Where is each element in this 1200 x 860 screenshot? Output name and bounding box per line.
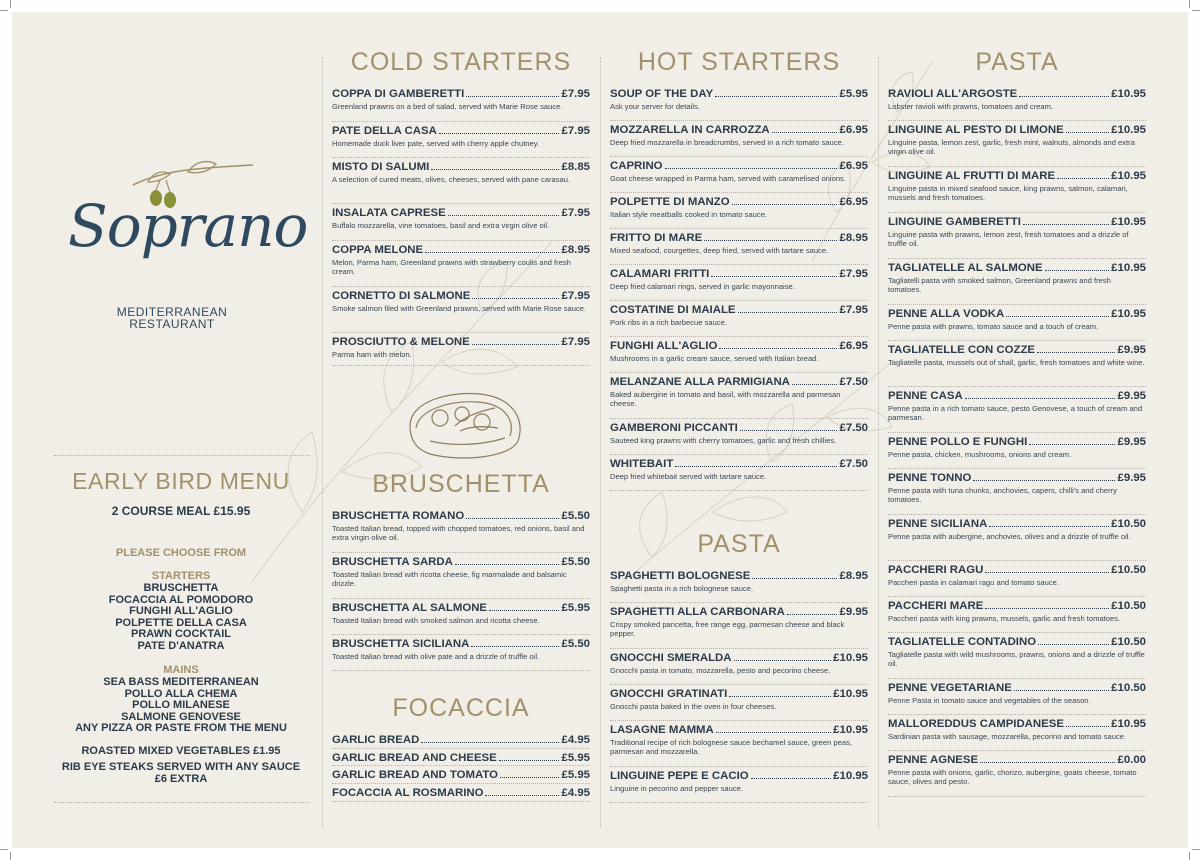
menu-item-line <box>888 754 1146 766</box>
dot-leader <box>1057 178 1109 179</box>
menu-item-name: GARLIC BREAD <box>332 734 420 746</box>
dot-leader <box>499 760 560 761</box>
pasta-list <box>610 12 868 848</box>
menu-item-price: £10.95 <box>833 770 868 782</box>
menu-item-description: Goat cheese wrapped in Parma ham, served with caramelised onions. <box>610 174 846 183</box>
early-bird-extra: RIB EYE STEAKS SERVED WITH ANY SAUCE <box>61 761 301 773</box>
menu-item <box>888 636 1146 679</box>
section-title: COLD STARTERS <box>350 48 572 76</box>
menu-item-description: Toasted Italian bread, topped with chopped tomatoes, red onions, basil and extra virgin olive oil. <box>332 524 585 543</box>
menu-item-description: A selection of cured meats, olives, cheeses, served with pane carasau. <box>332 175 571 184</box>
menu-item-price: £9.95 <box>1117 390 1146 402</box>
starters-list <box>56 583 306 652</box>
menu-item-line <box>888 564 1146 576</box>
menu-item-name: GAMBERONI PICCANTI <box>610 422 738 434</box>
menu-item-price: £7.95 <box>561 125 590 137</box>
menu-item-name: BRUSCHETTA SICILIANA <box>332 638 470 650</box>
menu-item-line <box>888 262 1146 274</box>
menu-item-description: Tagliatelle pasta, mussels out of shall, garlic, fresh tomatoes and white wine. <box>888 358 1145 367</box>
column-divider <box>600 57 601 827</box>
choose-heading: PLEASE CHOOSE FROM <box>115 547 247 559</box>
menu-item-price: £9.95 <box>1117 472 1146 484</box>
menu-item-description: Paccheri pasta in calamari ragu and tomato sauce. <box>888 578 1059 587</box>
menu-page <box>12 12 1188 848</box>
dot-leader <box>985 572 1109 573</box>
menu-item-line <box>888 518 1146 530</box>
dot-leader <box>500 777 559 778</box>
menu-item-price: £10.95 <box>1111 216 1146 228</box>
dot-leader <box>965 398 1116 399</box>
menu-item <box>888 682 1146 715</box>
menu-item-name: BRUSCHETTA AL SALMONE <box>332 602 488 614</box>
menu-item <box>888 518 1146 561</box>
menu-item-price: £5.50 <box>561 510 590 522</box>
menu-item-description: Penne pasta in a rich tomato sauce, pesto Genovese, a touch of cream and parmesan. <box>888 404 1143 423</box>
early-bird-option: POLPETTE DELLA CASA <box>115 616 247 629</box>
menu-item-description: Baked aubergine in tomato and basil, with mozzarella and parmesan cheese. <box>610 390 841 409</box>
menu-item <box>888 170 1146 213</box>
branding-column <box>12 12 322 848</box>
dot-leader <box>989 526 1109 527</box>
menu-item-description: Toasted Italian bread with olive pate and a drizzle of truffle oil. <box>332 652 540 661</box>
menu-item-description: Penne pasta with aubergine, anchovies, olives and a drizzle of truffle oil. <box>888 532 1131 541</box>
menu-item-name: TAGLIATELLE CONTADINO <box>888 636 1037 648</box>
menu-item-name: LINGUINE GAMBERETTI <box>888 216 1021 228</box>
menu-item-name: CORNETTO DI SALMONE <box>332 290 471 302</box>
menu-item-price: £4.95 <box>561 787 590 799</box>
menu-item-name: PENNE ALLA VODKA <box>888 308 1005 320</box>
menu-item <box>888 472 1146 515</box>
dot-leader <box>485 795 559 796</box>
dot-leader <box>421 742 559 743</box>
menu-item-description: Buffalo mozzarella, vine tomatoes, basil and extra virgin olive oil. <box>332 221 550 230</box>
early-bird-extra: £6 EXTRA <box>154 773 208 785</box>
menu-item-line <box>888 344 1146 356</box>
menu-item-description: Deep fried whitebait served with tartare sauce. <box>610 472 767 481</box>
pasta-list <box>888 12 1146 848</box>
menu-item-line <box>332 752 590 764</box>
menu-item-name: TAGLIATELLE AL SALMONE <box>888 262 1043 274</box>
menu-item <box>888 564 1146 597</box>
dot-leader <box>1066 132 1109 133</box>
menu-item-price: £9.95 <box>1117 344 1146 356</box>
menu-item <box>332 787 590 802</box>
menu-item-name: BRUSCHETTA ROMANO <box>332 510 465 522</box>
menu-item-line <box>610 688 868 700</box>
menu-item-description: Greenland prawns on a bed of salad, served with Marie Rose sauce. <box>332 102 563 111</box>
menu-item-name: LASAGNE MAMMA <box>610 724 714 736</box>
menu-item-name: FOCACCIA AL ROSMARINO <box>332 787 484 799</box>
menu-item-name: MALLOREDDUS CAMPIDANESE <box>888 718 1064 730</box>
menu-item <box>888 262 1146 305</box>
menu-item-price: £6.95 <box>839 124 868 136</box>
menu-item <box>888 718 1146 751</box>
menu-item <box>888 754 1146 797</box>
menu-item-name: GARLIC BREAD AND CHEESE <box>332 752 497 764</box>
menu-item-description: Lobster ravioli with prawns, tomatoes and cream. <box>888 102 1054 111</box>
menu-item <box>888 88 1146 121</box>
menu-item-price: £10.95 <box>833 688 868 700</box>
menu-item-description: Toasted Italian bread with ricotta cheese, fig marmalade and balsamic drizzle. <box>332 570 567 589</box>
menu-item <box>610 724 868 767</box>
menu-item-price: £10.95 <box>1111 170 1146 182</box>
menu-item-description: Sauteed king prawns with cherry tomatoes, garlic and fresh chillies. <box>610 436 837 445</box>
column-divider <box>322 57 323 827</box>
menu-item <box>888 344 1146 387</box>
menu-item-price: £5.95 <box>839 88 868 100</box>
menu-item-price: £8.85 <box>561 161 590 173</box>
menu-item-price: £7.50 <box>839 458 868 470</box>
menu-item <box>332 734 590 749</box>
menu-item-description: Penne pasta with tuna chunks, anchovies, capers, chilli's and cherry tomatoes. <box>888 486 1117 505</box>
dot-leader <box>1014 690 1109 691</box>
menu-item-description: Paccheri pasta with king prawns, mussels, garlic and fresh tomatoes. <box>888 614 1121 623</box>
menu-item-price: £8.95 <box>839 570 868 582</box>
menu-item-description: Sardinian pasta with sausage, mozzarella, pecorino and tomato sauce. <box>888 732 1127 741</box>
dot-leader <box>729 696 831 697</box>
menu-item-line <box>888 308 1146 320</box>
section-title: PASTA <box>697 530 781 558</box>
early-bird-extra: ROASTED MIXED VEGETABLES £1.95 <box>81 745 281 757</box>
menu-item-price: £5.50 <box>561 638 590 650</box>
menu-item-price: £5.95 <box>561 752 590 764</box>
menu-item-price: £7.50 <box>839 422 868 434</box>
menu-item-price: £10.95 <box>833 724 868 736</box>
column-pasta <box>888 12 1146 848</box>
dot-leader <box>1006 316 1109 317</box>
menu-item-price: £6.95 <box>839 160 868 172</box>
menu-item-name: PROSCIUTTO & MELONE <box>332 336 470 348</box>
section-title: BRUSCHETTA <box>372 470 550 498</box>
menu-item-name: FRITTO DI MARE <box>610 232 703 244</box>
menu-item-name: MOZZARELLA IN CARROZZA <box>610 124 770 136</box>
dot-leader <box>973 480 1115 481</box>
menu-item-description: Tagliatelle pasta with wild mushrooms, prawns, onions and a drizzle of truffle oil. <box>888 650 1145 669</box>
menu-item-description: Linguine pasta, lemon zest, garlic, fresh mint, walnuts, almonds and extra virgin olive oil. <box>888 138 1135 157</box>
menu-item-description: Penne pasta with onions, garlic, chorizo, aubergine, goats cheese, tomato sauce, olives and pesto. <box>888 768 1137 787</box>
menu-item-price: £7.95 <box>561 336 590 348</box>
mains-heading: MAINS <box>163 664 199 676</box>
menu-item-name: CAPRINO <box>610 160 663 172</box>
early-bird-option: SALMONE GENOVESE <box>121 710 241 723</box>
divider <box>54 455 310 456</box>
menu-item-description: Gnocchi pasta baked in the oven in four cheeses. <box>610 702 777 711</box>
menu-item-price: £10.95 <box>1111 718 1146 730</box>
menu-item-price: £7.95 <box>561 88 590 100</box>
early-bird-option: POLLO ALLA CHEMA <box>124 687 238 700</box>
menu-item-name: GARLIC BREAD AND TOMATO <box>332 769 499 781</box>
menu-item-name: CALAMARI FRITTI <box>610 268 710 280</box>
menu-item-description: Deep fried mozzarella in breadcrumbs, served in a rich tomato sauce. <box>610 138 844 147</box>
menu-item-description: Deep fried calamari rings, served in garlic mayonnaise. <box>610 282 795 291</box>
menu-item-line <box>888 216 1146 228</box>
logo-subtitle <box>92 306 252 330</box>
menu-item-name: WHITEBAIT <box>610 458 674 470</box>
menu-item <box>332 769 590 784</box>
menu-item-line <box>332 734 590 746</box>
menu-item-price: £10.95 <box>1111 124 1146 136</box>
menu-item-price: £10.95 <box>1111 308 1146 320</box>
menu-item-description: Mushrooms in a garlic cream sauce, served with Italian bread. <box>610 354 819 363</box>
menu-item-price: £7.95 <box>839 304 868 316</box>
menu-item <box>332 752 590 766</box>
dot-leader <box>985 608 1109 609</box>
section-title: PASTA <box>975 48 1059 76</box>
menu-item-price: £5.95 <box>561 602 590 614</box>
menu-item-price: £6.95 <box>839 196 868 208</box>
menu-item-name: RAVIOLI ALL'ARGOSTE <box>888 88 1018 100</box>
menu-item-name: TAGLIATELLE CON COZZE <box>888 344 1036 356</box>
menu-item <box>888 390 1146 433</box>
menu-item-price: £4.95 <box>561 734 590 746</box>
menu-item-name: MISTO DI SALUMI <box>332 161 430 173</box>
menu-item-name: PENNE CASA <box>888 390 963 402</box>
dot-leader <box>1066 726 1109 727</box>
menu-item-line <box>888 436 1146 448</box>
menu-item <box>888 124 1146 167</box>
menu-item-line <box>888 636 1146 648</box>
menu-item-line <box>888 682 1146 694</box>
menu-item-description: Crispy smoked pancetta, free range egg, parmesan cheese and black pepper. <box>610 620 845 639</box>
menu-item <box>610 570 868 603</box>
dot-leader <box>1045 270 1110 271</box>
menu-item-name: COPPA MELONE <box>332 244 424 256</box>
menu-item-line <box>888 124 1146 136</box>
menu-item-description: Penne Pasta in tomato sauce and vegetables of the season. <box>888 696 1091 705</box>
menu-item-price: £10.95 <box>833 652 868 664</box>
menu-item-line <box>888 170 1146 182</box>
menu-item <box>610 652 868 685</box>
menu-item-price: £10.95 <box>1111 262 1146 274</box>
early-bird-option: PATE D'ANATRA <box>137 639 225 652</box>
column-cold-starters <box>332 12 590 848</box>
menu-item-name: PENNE POLLO E FUNGHI <box>888 436 1028 448</box>
menu-item-name: PATE DELLA CASA <box>332 125 437 137</box>
menu-item-name: PENNE SICILIANA <box>888 518 988 530</box>
menu-item-description: Linguine pasta with prawns, lemon zest, fresh tomatoes and a drizzle of truffle oil. <box>888 230 1129 249</box>
menu-item-name: MELANZANE ALLA PARMIGIANA <box>610 376 790 388</box>
menu-item-line <box>332 787 590 799</box>
menu-item-price: £7.95 <box>561 207 590 219</box>
menu-item-name: SOUP OF THE DAY <box>610 88 714 100</box>
menu-item-description: Gnocchi pasta in tomato, mozzarella, pesto and pecorino cheese. <box>610 666 831 675</box>
menu-item <box>610 770 868 803</box>
menu-item-description: Linguine in pecorino and pepper sauce. <box>610 784 743 793</box>
dot-leader <box>734 660 832 661</box>
column-hot-starters <box>610 12 868 848</box>
menu-item-name: PACCHERI MARE <box>888 600 984 612</box>
menu-item-description: Smoke salmon filed with Greenland prawns, served with Marie Rose sauce. <box>332 304 587 313</box>
menu-item-description: Toasted Italian bread with smoked salmon and ricotta cheese. <box>332 616 540 625</box>
menu-item-description: Parma ham with melon. <box>332 350 412 359</box>
menu-item-name: PACCHERI RAGU <box>888 564 984 576</box>
dot-leader <box>751 778 832 779</box>
dot-leader <box>1029 444 1115 445</box>
menu-item-line <box>610 570 868 582</box>
menu-item-line <box>610 652 868 664</box>
menu-item-name: SPAGHETTI ALLA CARBONARA <box>610 606 785 618</box>
menu-item <box>610 688 868 721</box>
menu-item-name: INSALATA CAPRESE <box>332 207 446 219</box>
menu-item-price: £10.50 <box>1111 600 1146 612</box>
early-bird-option: ANY PIZZA OR PASTE FROM THE MENU <box>75 722 287 734</box>
dot-leader <box>752 578 837 579</box>
menu-item-name: LINGUINE PEPE E CACIO <box>610 770 749 782</box>
dot-leader <box>787 614 838 615</box>
menu-item-description: Tagliatelli pasta with smoked salmon, Greenland prawns and fresh tomatoes. <box>888 276 1111 295</box>
menu-item-price: £7.95 <box>561 290 590 302</box>
menu-item-price: £5.50 <box>561 556 590 568</box>
early-bird-title: EARLY BIRD MENU <box>72 468 290 494</box>
menu-item-price: £10.50 <box>1111 682 1146 694</box>
menu-item-description: Ask your server for details. <box>610 102 700 111</box>
mains-list <box>56 677 306 735</box>
dot-leader <box>1019 96 1109 97</box>
early-bird-price: 2 COURSE MEAL £15.95 <box>111 504 251 518</box>
starters-heading: STARTERS <box>151 570 211 582</box>
menu-item <box>610 606 868 649</box>
restaurant-logo: Soprano <box>68 192 308 260</box>
menu-item-price: £8.95 <box>839 232 868 244</box>
menu-item <box>888 216 1146 259</box>
early-bird-option: POLLO MILANESE <box>132 699 230 711</box>
menu-item-name: POLPETTE DI MANZO <box>610 196 730 208</box>
menu-item-price: £7.50 <box>839 376 868 388</box>
menu-item-price: £8.95 <box>561 244 590 256</box>
menu-item-line <box>888 390 1146 402</box>
dot-leader <box>1023 224 1109 225</box>
menu-item-line <box>888 600 1146 612</box>
menu-item-line <box>332 769 590 781</box>
menu-item-price: £10.95 <box>1111 88 1146 100</box>
menu-item-price: £6.95 <box>839 340 868 352</box>
menu-item-name: PENNE TONNO <box>888 472 972 484</box>
menu-item-name: GNOCCHI SMERALDA <box>610 652 732 664</box>
menu-item-line <box>888 718 1146 730</box>
menu-item-description: Homemade duck liver pate, served with cherry apple chutney. <box>332 139 540 148</box>
menu-item-description: Melon, Parma ham, Greenland prawns with strawberry coulis and fresh cream. <box>332 258 571 277</box>
menu-item-line <box>888 88 1146 100</box>
menu-item-description: Linguine pasta in mixed seafood sauce, king prawns, salmon, calamari, mussels and fresh tomatoes. <box>888 184 1128 203</box>
early-bird-option: PRAWN COCKTAIL <box>130 628 231 640</box>
menu-item-name: LINGUINE AL PESTO DI LIMONE <box>888 124 1064 136</box>
menu-item-price: £9.95 <box>839 606 868 618</box>
menu-item-price: £5.95 <box>561 769 590 781</box>
menu-item-name: PENNE VEGETARIANE <box>888 682 1012 694</box>
logo-subtitle-line: RESTAURANT <box>129 317 215 331</box>
menu-item <box>888 600 1146 633</box>
menu-item-line <box>610 606 868 618</box>
menu-item-price: £9.95 <box>1117 436 1146 448</box>
menu-item-description: Penne pasta, chicken, mushrooms, onions and cream. <box>888 450 1072 459</box>
logo-subtitle-line: MEDITERRANEAN <box>116 305 228 319</box>
section-title: FOCACCIA <box>392 694 530 722</box>
menu-item <box>888 308 1146 341</box>
menu-item-description: Pork ribs in a rich barbecue sauce. <box>610 318 727 327</box>
menu-item-name: COPPA DI GAMBERETTI <box>332 88 465 100</box>
menu-item-name: BRUSCHETTA SARDA <box>332 556 453 568</box>
menu-item-name: GNOCCHI GRATINATI <box>610 688 728 700</box>
menu-item-price: £10.50 <box>1111 564 1146 576</box>
menu-item-price: £10.50 <box>1111 518 1146 530</box>
menu-item-price: £0.00 <box>1117 754 1146 766</box>
menu-item-line <box>610 724 868 736</box>
menu-item-name: FUNGHI ALL'AGLIO <box>610 340 718 352</box>
menu-item-description: Mixed seafood, courgettes, deep fried, served with tartare sauce. <box>610 246 829 255</box>
menu-item <box>888 436 1146 469</box>
menu-item-description: Penne pasta with prawns, tomato sauce and a touch of cream. <box>888 322 1099 331</box>
early-bird-option: FUNGHI ALL'AGLIO <box>129 605 233 617</box>
menu-item-line <box>610 770 868 782</box>
focaccia-list <box>332 12 590 848</box>
menu-item-description: Traditional recipe of rich bolognese sauce bechamel sauce, green peas, parmesan and mozzarella. <box>610 738 853 757</box>
dot-leader <box>1038 644 1109 645</box>
menu-item-description: Italian style meatballs cooked in tomato sauce. <box>610 210 768 219</box>
menu-item-line <box>888 472 1146 484</box>
dot-leader <box>1037 352 1115 353</box>
early-bird-option: SEA BASS MEDITERRANEAN <box>103 676 259 688</box>
early-bird-option: BRUSCHETTA <box>143 582 219 594</box>
early-bird-option: FOCACCIA AL POMODORO <box>108 593 254 606</box>
menu-item-description: Spaghetti pasta in a rich bolognese sauce. <box>610 584 754 593</box>
menu-item-price: £7.95 <box>839 268 868 280</box>
menu-item-name: SPAGHETTI BOLOGNESE <box>610 570 751 582</box>
dot-leader <box>980 762 1115 763</box>
menu-item-price: £10.50 <box>1111 636 1146 648</box>
dot-leader <box>716 732 831 733</box>
divider <box>54 802 310 803</box>
menu-item-name: LINGUINE AL FRUTTI DI MARE <box>888 170 1056 182</box>
section-title: HOT STARTERS <box>637 48 841 76</box>
menu-item-name: PENNE AGNESE <box>888 754 979 766</box>
menu-item-name: COSTATINE DI MAIALE <box>610 304 736 316</box>
column-divider <box>878 57 879 827</box>
